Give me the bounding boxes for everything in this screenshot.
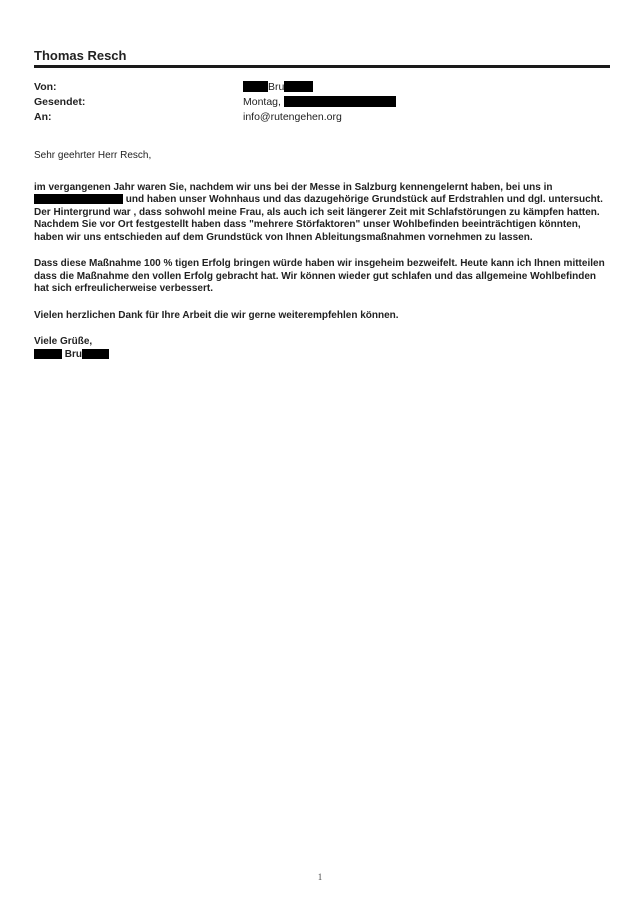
paragraph-visit (34, 182, 609, 245)
sent-value (243, 96, 396, 108)
to-label: An: (34, 111, 52, 123)
redaction-bar (82, 349, 109, 359)
to-value[interactable]: info@rutengehen.org (243, 111, 342, 123)
paragraph-visit-part-a: im vergangenen Jahr waren Sie, nachdem wir uns bei der Messe in Salzburg kennengelernt haben, bei uns in (34, 181, 553, 193)
page-number: 1 (317, 872, 323, 882)
paragraph-result: Dass diese Maßnahme 100 % tigen Erfolg bringen würde haben wir insgeheim bezweifelt. Heute kann ich Ihnen mitteilen dass die Maßnahme den vollen Erfolg gebracht hat. Wir können wieder gut schlafen und das allgemeine Wohlbefinden hat sich erfreulicherweise verbessert. (34, 258, 605, 294)
redaction-bar (243, 81, 268, 92)
redaction-bar (284, 81, 313, 92)
closing-text: Viele Grüße, (34, 336, 93, 347)
paragraph-thanks: Vielen herzlichen Dank für Ihre Arbeit die wir gerne weiterempfehlen können. (34, 309, 399, 321)
closing (34, 336, 609, 361)
redaction-bar (284, 96, 396, 107)
from-value-text: Bru (268, 81, 285, 93)
salutation: Sehr geehrter Herr Resch, (34, 150, 152, 161)
sent-value-text: Montag, (243, 96, 281, 108)
redaction-bar (34, 349, 62, 359)
paragraph-visit-part-c: Nachdem Sie vor Ort festgestellt haben dass "mehrere Störfaktoren" unser Wohlbefinden beeinträchtigen könnten, haben wir uns entschieden auf dem Grundstück von Ihnen Ableitungsmaßnahmen vornehmen zu lassen. (34, 219, 581, 243)
signature-text: Bru (64, 348, 83, 360)
from-value (243, 81, 313, 93)
sent-label: Gesendet: (34, 96, 86, 108)
paragraph-visit-part-b: und haben unser Wohnhaus und das dazugehörige Grundstück auf Erdstrahlen und dgl. untersucht. Der Hintergrund war , dass sohwohl meine Frau, als auch ich seit längerer Zeit mit Schlafstörungen zu kämpfen hatten. (34, 194, 603, 218)
email-body (34, 150, 609, 361)
redaction-bar (34, 194, 123, 204)
header-divider (34, 65, 610, 68)
from-label: Von: (34, 81, 57, 93)
email-sender-title: Thomas Resch (34, 48, 127, 63)
